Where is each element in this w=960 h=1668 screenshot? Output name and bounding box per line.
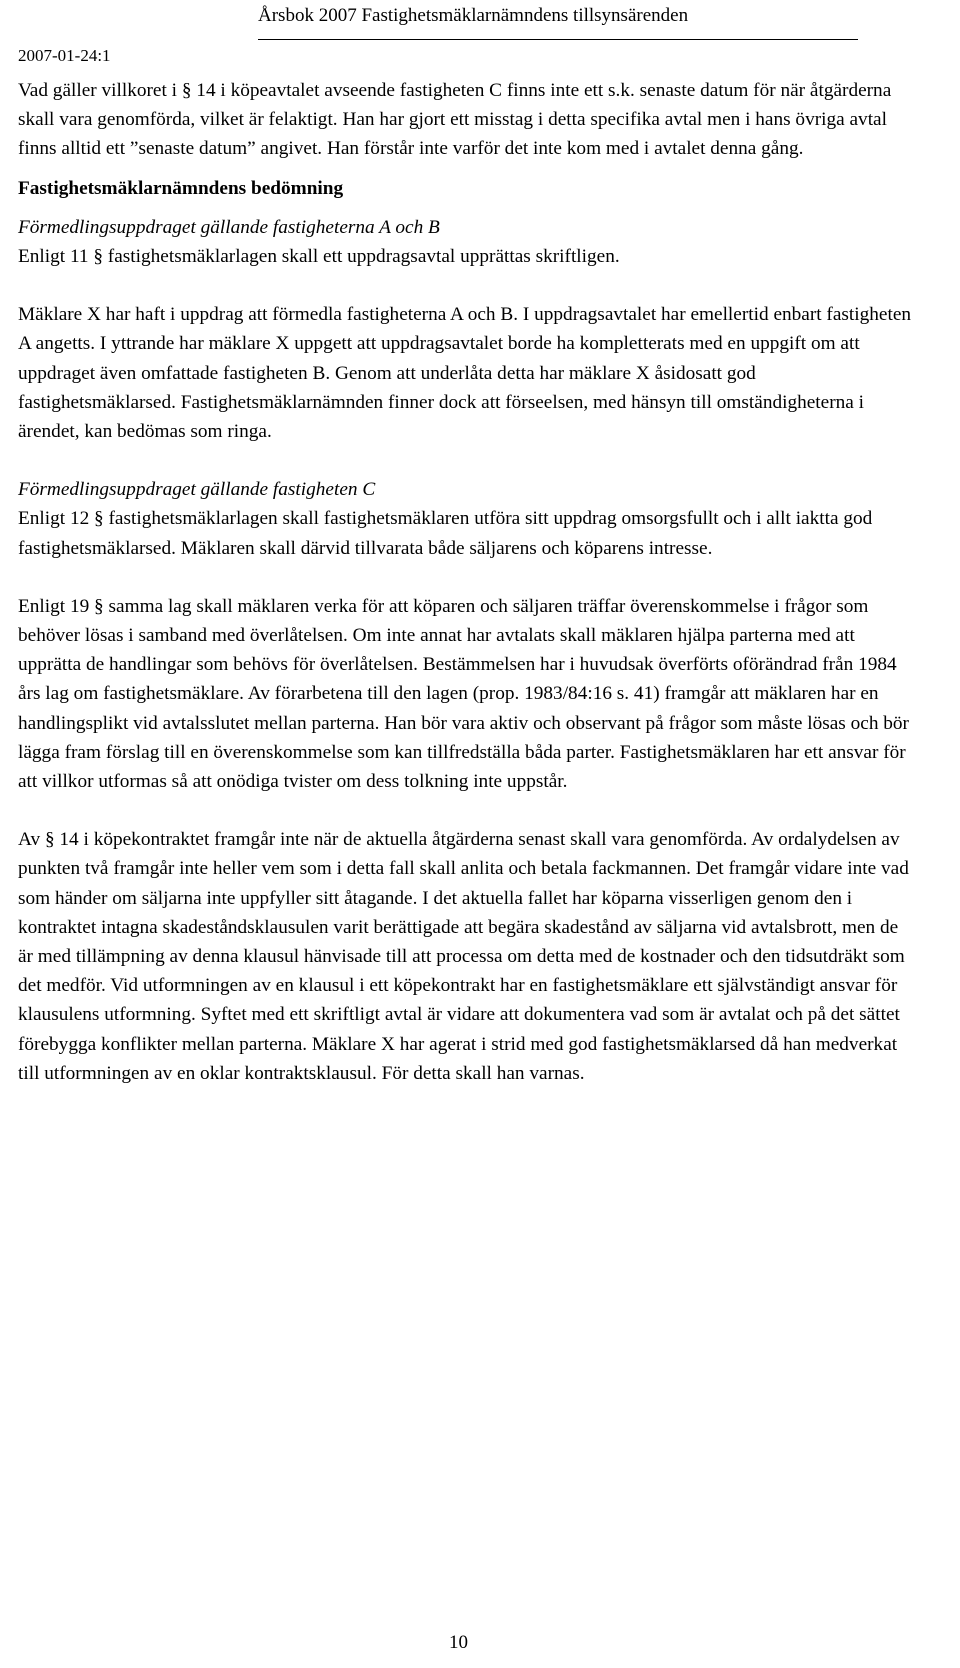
spacer <box>18 271 916 300</box>
subheading-ab: Förmedlingsuppdraget gällande fastigheterna A och B <box>18 216 440 238</box>
spacer <box>18 446 916 475</box>
page-number: 10 <box>449 1632 468 1653</box>
subheading-c: Förmedlingsuppdraget gällande fastigheten C <box>18 479 376 501</box>
paragraph-ab-1: Enligt 11 § fastighetsmäklarlagen skall ett uppdragsavtal upprättas skriftligen. <box>18 246 620 268</box>
intro-paragraph: Vad gäller villkoret i § 14 i köpeavtalet avseende fastigheten C finns inte ett s.k. senaste datum för när åtgärderna skall vara genomförda, vilket är felaktigt. Han har gjort ett misstag i detta specifika avtal men i hans övriga avtal finns alltid ett ”senaste datum” angivet. Han förstår inte varför det inte kom med i avtalet denna gång. <box>18 80 892 160</box>
header-title: Årsbok 2007 Fastighetsmäklarnämndens tillsynsärenden <box>258 5 689 26</box>
paragraph-ab-2: Mäklare X har haft i uppdrag att förmedla fastigheterna A och B. I uppdragsavtalet har emellertid enbart fastigheten A angetts. I yttrande har mäklare X uppgett att uppdragsavtalet borde ha kompletterats med en uppgift om att uppdraget även omfattade fastigheten B. Genom att underlåta detta har mäklare X åsidosatt god fastighetsmäklarsed. Fastighetsmäklarnämnden finner dock att förseelsen, med hänsyn till omständigheterna i ärendet, kan bedömas som ringa. <box>18 304 912 443</box>
section-heading: Fastighetsmäklarnämndens bedömning <box>18 177 344 199</box>
paragraph-c-1: Enligt 12 § fastighetsmäklarlagen skall fastighetsmäklaren utföra sitt uppdrag omsorgsfullt och i allt iaktta god fastighetsmäklarsed. Mäklaren skall därvid tillvarata både säljarens och köparens intresse. <box>18 508 873 559</box>
spacer <box>18 164 916 174</box>
spacer <box>18 563 916 592</box>
document-body <box>18 76 916 1088</box>
spacer <box>18 203 916 213</box>
header-rule <box>258 39 858 40</box>
paragraph-c-2: Enligt 19 § samma lag skall mäklaren verka för att köparen och säljaren träffar överenskommelse i frågor som behöver lösas i samband med överlåtelsen. Om inte annat har avtalats skall mäklaren hjälpa parterna med att upprätta de handlingar som behövs för överlåtelsen. Bestämmelsen har i huvudsak överförts oförändrad från 1984 års lag om fastighetsmäklare. Av förarbetena till den lagen (prop. 1983/84:16 s. 41) framgår att mäklaren har en handlingsplikt vid avtalsslutet mellan parterna. Han bör vara aktiv och observant på frågor som måste lösas och bör lägga fram förslag till en överenskommelse som kan tillfredställa båda parter. Fastighetsmäklaren har ett ansvar för att villkor utformas så att onödiga tvister om dess tolkning inte uppstår. <box>18 595 909 793</box>
header-date: 2007-01-24:1 <box>18 46 111 65</box>
paragraph-c-3: Av § 14 i köpekontraktet framgår inte när de aktuella åtgärderna senast skall vara genomförda. Av ordalydelsen av punkten två framgår inte heller vem som i detta fall skall anlita och betala fackmannen. Det framgår vidare inte vad som händer om säljarna inte uppfyller sitt åtagande. I det aktuella fallet har köparna visserligen genom den i kontraktet intagna skadeståndsklausulen varit berättigade att begära skadestånd av säljarna vid avtalsbrott, men de är med tillämpning av denna klausul hänvisade till att processa om detta med de kostnader och den tidsutdräkt som det medför. Vid utformningen av en klausul i ett köpekontrakt har en fastighetsmäklare ett självständigt ansvar för klausulens utformning. Syftet med ett skriftligt avtal är vidare att dokumentera vad som är avtalat och på det sättet förebygga konflikter mellan parterna. Mäklare X har agerat i strid med god fastighetsmäklarsed då han medverkat till utformningen av en oklar kontraktsklausul. För detta skall han varnas. <box>18 829 909 1084</box>
spacer <box>18 796 916 825</box>
